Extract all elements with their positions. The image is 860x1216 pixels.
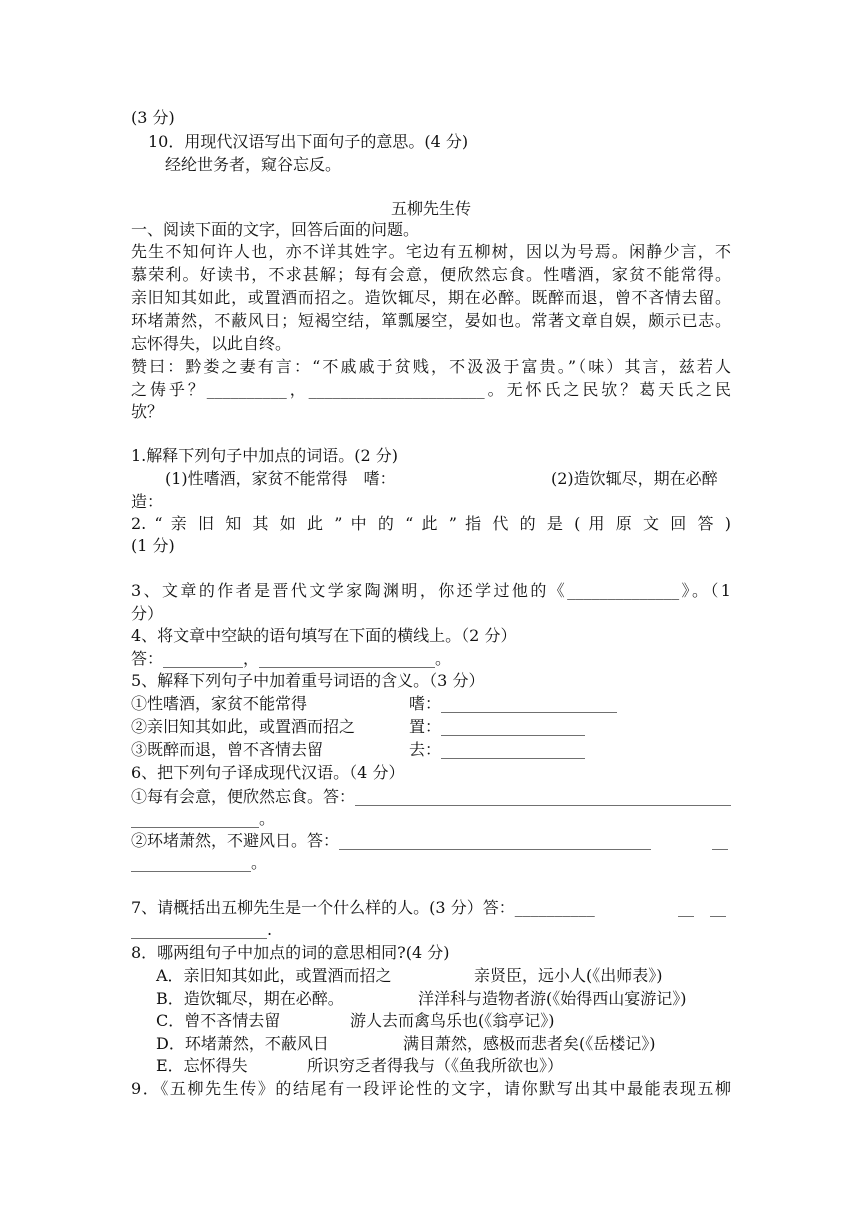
question-6-a-cont: ________________。	[131, 809, 276, 828]
question-8-option-compare: 洋洋科与造物者游(《始得西山宴游记》)	[418, 989, 687, 1008]
question-8-option: E．忘怀得失	[156, 1056, 248, 1075]
question-8-option: B．造饮辄尽，期在必醉。	[156, 989, 344, 1008]
question-10: 10．用现代汉语写出下面句子的意思。(4 分)	[148, 132, 469, 151]
question-7-tail: __ __	[678, 898, 727, 917]
passage-line: 忘怀得失，以此自终。	[131, 334, 292, 353]
question-1-a: (1)性嗜酒，家贫不能常得 嗜：	[165, 469, 396, 488]
question-5-sentence: ①性嗜酒，家贫不能常得	[131, 694, 308, 713]
question-3: 3、文章的作者是晋代文学家陶渊明，你还学过他的《______________》。（1	[131, 581, 731, 600]
question-7-cont: _________________.	[131, 920, 273, 939]
question-8-option: C．曾不吝情去留	[156, 1011, 281, 1030]
question-10-text: 经纶世务者，窥谷忘反。	[165, 155, 342, 174]
question-4-answer: 答：__________，______________________。	[131, 649, 452, 668]
question-8: 8．哪两组句子中加点的词的意思相同?(4 分)	[131, 943, 450, 962]
question-6-b-cont: _______________。	[131, 853, 268, 872]
question-6-b: ②环堵萧然，不避风日。答：_______________________________________	[131, 831, 652, 850]
question-2-score: (1 分)	[131, 536, 175, 555]
question-1-b-cont: 造：	[131, 492, 164, 511]
question-6: 6、把下列句子译成现代汉语。（4 分）	[131, 763, 405, 782]
question-5: 5、解释下列句子中加着重号词语的含义。（3 分）	[131, 671, 485, 690]
question-8-option-compare: 游人去而禽鸟乐也(《翁亭记》)	[350, 1011, 555, 1030]
passage-line: 环堵萧然，不蔽风日；短褐空结，箪瓢屡空，晏如也。常著文章自娱，颇示已志。	[131, 311, 731, 330]
question-6-a: ①每有会意，便欣然忘食。答：_______________________________________________	[131, 787, 732, 806]
question-5-answer: 去：__________________	[409, 740, 586, 759]
question-1-title: 1.解释下列句子中加点的词语。(2 分)	[131, 446, 399, 465]
passage-line: 之俦乎？__________，______________________。无怀氏之民欤？葛天氏之民	[131, 380, 731, 399]
question-2: 2. “ 亲 旧 知 其 如 此 ” 中 的 “ 此 ” 指 代 的 是 ( 用 原 文 回 答 )	[131, 514, 731, 533]
question-8-option: A．亲旧知其如此，或置酒而招之	[156, 966, 392, 985]
question-3-cont: 分）	[131, 604, 164, 623]
passage-line: 欤？	[131, 402, 164, 421]
question-4: 4、将文章中空缺的语句填写在下面的横线上。（2 分）	[131, 626, 517, 645]
question-6-b-tail: __	[712, 831, 728, 850]
prev-score: (3 分)	[131, 108, 175, 127]
question-8-option-compare: 所识穷乏者得我与（《鱼我所欲也》）	[307, 1056, 564, 1075]
question-7: 7、请概括出五柳先生是一个什么样的人。(3 分）答：__________	[131, 898, 595, 917]
passage-line: 赞曰：黔娄之妻有言：“不戚戚于贫贱，不汲汲于富贵。”（味）其言，兹若人	[131, 357, 731, 376]
question-1-b: (2)造饮辄尽，期在必醉	[551, 469, 718, 488]
question-5-answer: 嗜：______________________	[409, 694, 618, 713]
question-5-sentence: ②亲旧知其如此，或置酒而招之	[131, 717, 356, 736]
passage-line: 亲旧知其如此，或置酒而招之。造饮辄尽，期在必醉。既醉而退，曾不吝情去留。	[131, 288, 731, 307]
question-8-option-compare: 亲贤臣，远小人(《出师表》)	[474, 966, 663, 985]
passage-line: 先生不知何许人也，亦不详其姓字。宅边有五柳树，因以为号焉。闲静少言，不	[131, 242, 731, 261]
question-8-option-compare: 满目萧然，感极而悲者矣(《岳楼记》)	[403, 1034, 656, 1053]
question-5-answer: 置：__________________	[409, 717, 586, 736]
passage-title: 五柳先生传	[390, 199, 471, 218]
passage-instruction: 一、阅读下面的文字，回答后面的问题。	[131, 220, 420, 239]
question-5-sentence: ③既醉而退，曾不吝情去留	[131, 740, 324, 759]
passage-line: 慕荣利。好读书，不求甚解；每有会意，便欣然忘食。性嗜酒，家贫不能常得。	[131, 265, 731, 284]
question-8-option: D．环堵萧然，不蔽风日	[156, 1034, 329, 1053]
question-9: 9．《五柳先生传》的结尾有一段评论性的文字，请你默写出其中最能表现五柳	[131, 1079, 731, 1098]
